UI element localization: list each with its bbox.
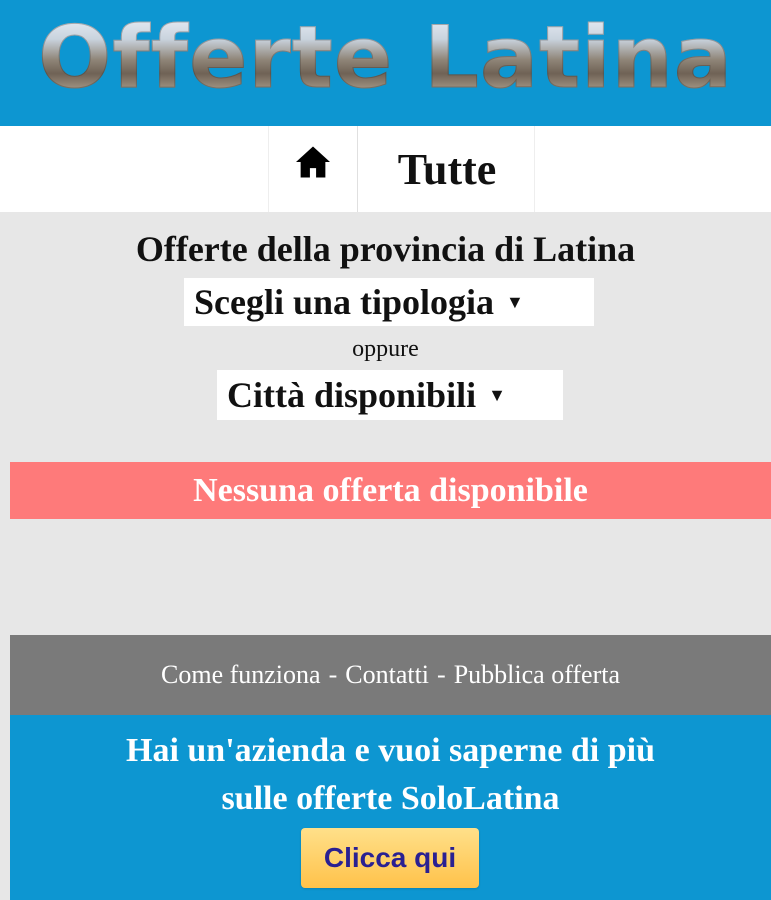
dropdown-arrow-icon: ▼ [488,384,506,405]
footer-separator: - [328,660,338,689]
promo-section [10,715,771,900]
footer-separator: - [437,660,446,689]
page-title: Offerte della provincia di Latina [135,229,636,269]
or-label: oppure [352,336,419,362]
city-select[interactable] [217,370,563,420]
promo-line-2: sulle offerte SoloLatina [221,780,560,817]
nav-home-button[interactable] [268,126,358,212]
nav-all-tab[interactable]: Tutte [360,126,535,212]
site-header [0,0,771,126]
promo-line-1: Hai un'azienda e vuoi saperne di più [126,732,655,769]
footer-links [10,635,771,715]
home-icon [294,145,332,179]
type-select[interactable] [184,278,594,326]
footer-link-contacts[interactable]: Contatti [345,660,430,689]
promo-text [10,727,771,823]
dropdown-arrow-icon: ▼ [506,291,524,312]
city-select-value: Città disponibili [227,375,477,415]
no-offers-banner: Nessuna offerta disponibile [10,462,771,519]
footer-link-publish-offer[interactable]: Pubblica offerta [453,660,620,689]
type-select-value: Scegli una tipologia [194,282,495,322]
site-logo[interactable]: Offerte Latina [38,8,733,108]
footer-link-how-it-works[interactable]: Come funziona [161,660,321,689]
cta-button[interactable]: Clicca qui [301,828,479,888]
top-nav [0,126,771,212]
